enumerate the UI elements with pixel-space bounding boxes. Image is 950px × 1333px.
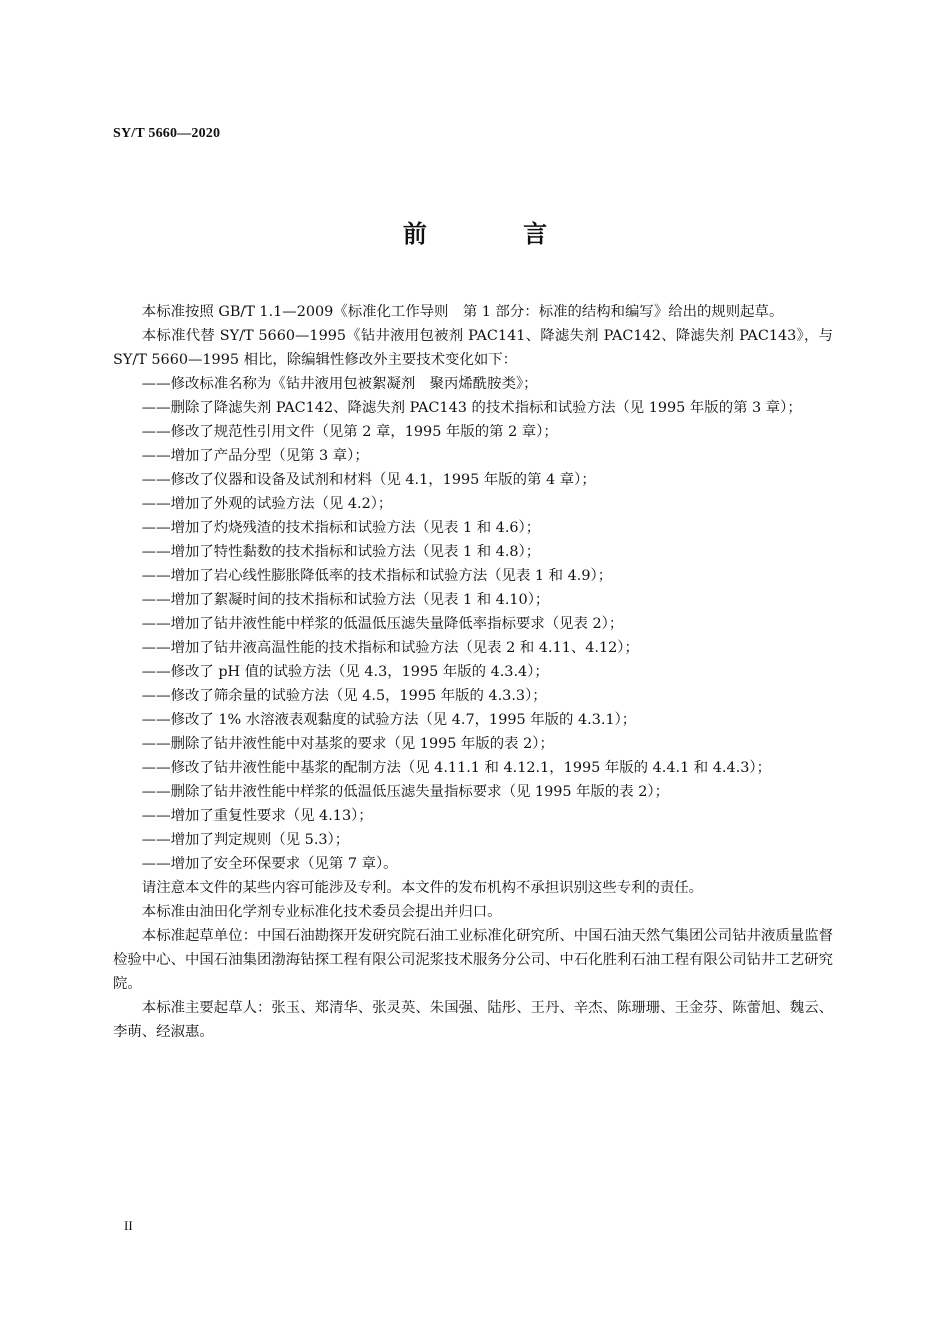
- change-item: ——修改了筛余量的试验方法（见 4.5，1995 年版的 4.3.3）；: [141, 688, 547, 704]
- change-item: ——增加了重复性要求（见 4.13）；: [141, 808, 373, 824]
- change-item: ——删除了降滤失剂 PAC142、降滤失剂 PAC143 的技术指标和试验方法（见 1995 年版的第 3 章）；: [141, 400, 802, 416]
- page-title: 前 言: [402, 219, 592, 248]
- change-item: ——修改标准名称为《钻井液用包被絮凝剂 聚丙烯酰胺类》；: [141, 376, 538, 392]
- change-item: ——增加了判定规则（见 5.3）；: [141, 832, 350, 848]
- change-item: ——修改了规范性引用文件（见第 2 章，1995 年版的第 2 章）；: [141, 424, 558, 440]
- change-item: ——增加了絮凝时间的技术指标和试验方法（见表 1 和 4.10）；: [141, 592, 550, 608]
- change-item: ——增加了钻井液高温性能的技术指标和试验方法（见表 2 和 4.11、4.12）；: [141, 640, 639, 656]
- document-body: [113, 300, 833, 1044]
- intro-paragraph: 本标准代替 SY/T 5660—1995《钻井液用包被剂 PAC141、降滤失剂 PAC142、降滤失剂 PAC143》，与 SY/T 5660—1995 相比，除编辑性修改外主要技术变化如下：: [113, 328, 833, 368]
- change-item: ——删除了钻井液性能中样浆的低温低压滤失量指标要求（见 1995 年版的表 2）；: [141, 784, 669, 800]
- standard-code: SY/T 5660—2020: [113, 126, 221, 141]
- change-item: ——增加了灼烧残渣的技术指标和试验方法（见表 1 和 4.6）；: [141, 520, 541, 536]
- change-item: ——修改了仪器和设备及试剂和材料（见 4.1，1995 年版的第 4 章）；: [141, 472, 596, 488]
- drafters-paragraph: 本标准主要起草人：张玉、郑清华、张灵英、朱国强、陆彤、王丹、辛杰、陈珊珊、王金芬、陈蕾旭、魏云、李萌、经淑惠。: [113, 1000, 833, 1040]
- change-item: ——增加了外观的试验方法（见 4.2）；: [141, 496, 393, 512]
- change-item: ——修改了钻井液性能中基浆的配制方法（见 4.11.1 和 4.12.1，1995 年版的 4.4.1 和 4.4.3）；: [141, 760, 771, 776]
- intro-paragraph: 本标准按照 GB/T 1.1—2009《标准化工作导则 第 1 部分：标准的结构和编写》给出的规则起草。: [141, 304, 784, 320]
- change-item: ——删除了钻井液性能中对基浆的要求（见 1995 年版的表 2）；: [141, 736, 554, 752]
- change-item: ——增加了特性黏数的技术指标和试验方法（见表 1 和 4.8）；: [141, 544, 541, 560]
- change-item: ——增加了安全环保要求（见第 7 章）。: [141, 856, 398, 872]
- change-item: ——增加了产品分型（见第 3 章）；: [141, 448, 369, 464]
- page-number: II: [124, 1218, 133, 1233]
- change-item: ——增加了钻井液性能中样浆的低温低压滤失量降低率指标要求（见表 2）；: [141, 616, 624, 632]
- change-item: ——修改了 pH 值的试验方法（见 4.3，1995 年版的 4.3.4）；: [141, 664, 549, 680]
- change-item: ——修改了 1% 水溶液表观黏度的试验方法（见 4.7，1995 年版的 4.3.1）；: [141, 712, 637, 728]
- patent-notice: 请注意本文件的某些内容可能涉及专利。本文件的发布机构不承担识别这些专利的责任。: [141, 880, 704, 896]
- change-item: ——增加了岩心线性膨胀降低率的技术指标和试验方法（见表 1 和 4.9）；: [141, 568, 613, 584]
- committee-paragraph: 本标准由油田化学剂专业标准化技术委员会提出并归口。: [141, 904, 502, 920]
- drafting-units-paragraph: 本标准起草单位：中国石油勘探开发研究院石油工业标准化研究所、中国石油天然气集团公司钻井液质量监督检验中心、中国石油集团渤海钻探工程有限公司泥浆技术服务分公司、中石化胜利石油工程有限公司钻井工艺研究院。: [113, 928, 833, 992]
